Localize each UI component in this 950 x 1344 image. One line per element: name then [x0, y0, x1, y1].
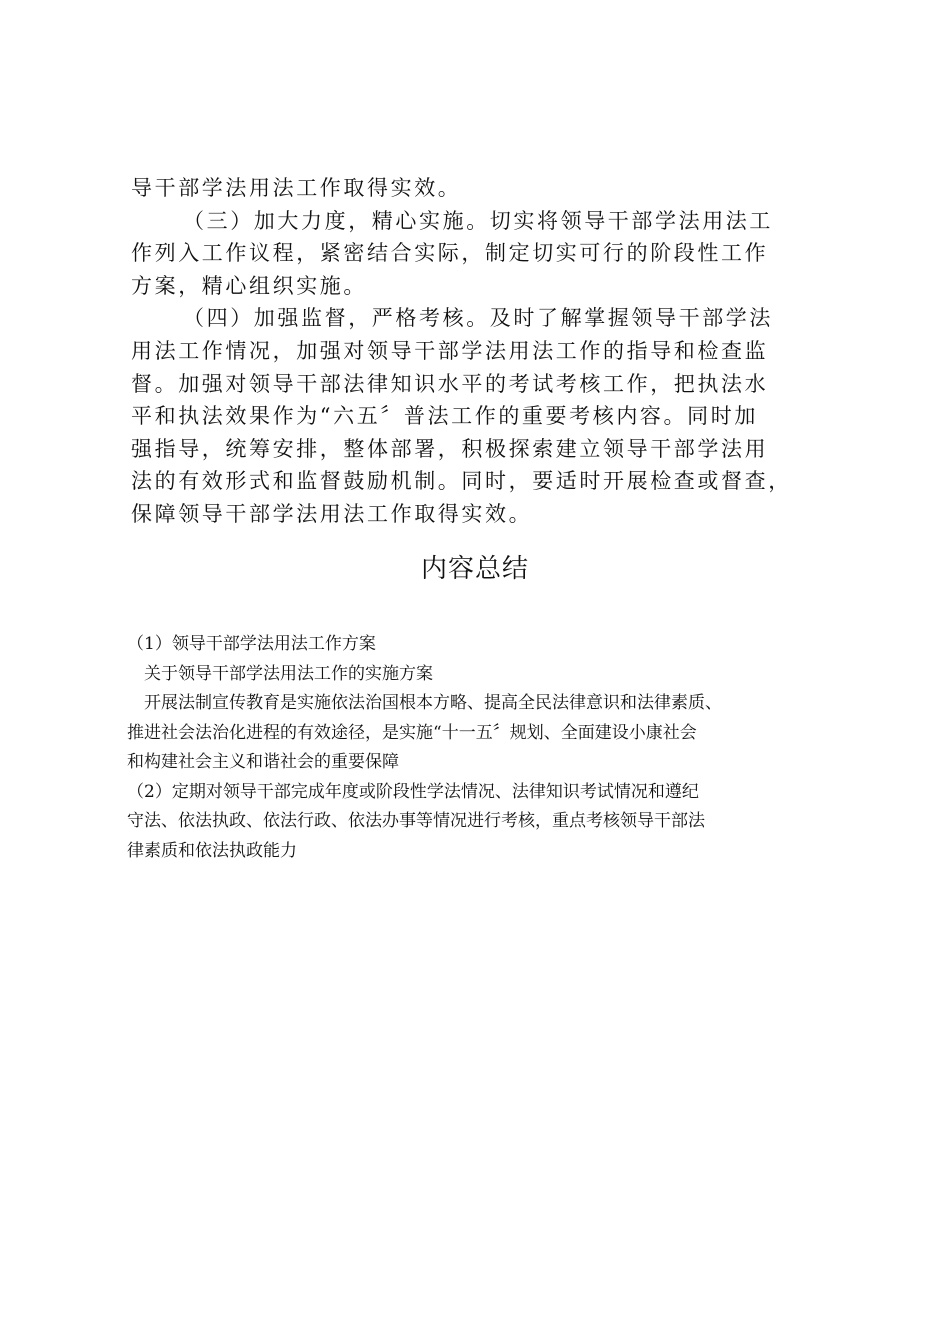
summary-section	[127, 630, 847, 866]
summary-line: 推进社会法治化进程的有效途径，是实施“十一五〞规划、全面建设小康社会	[127, 722, 697, 743]
summary-line: 开展法制宣传教育是实施依法治国根本方略、提高全民法律意识和法律素质、	[144, 693, 722, 713]
body-line: （三）加大力度，精心实施。切实将领导干部学法用法工	[183, 208, 773, 233]
summary-line: （2）定期对领导干部完成年度或阶段性学法情况、法律知识考试情况和遵纪	[127, 781, 699, 802]
summary-line: 守法、依法执政、依法行政、依法办事等情况进行考核，重点考核领导干部法	[127, 811, 705, 831]
summary-title: 内容总结	[420, 554, 529, 584]
body-line: 用法工作情况，加强对领导干部学法用法工作的指导和检查监	[131, 338, 769, 363]
body-line: 作列入工作议程，紧密结合实际，制定切实可行的阶段性工作	[131, 241, 769, 266]
body-line: 保障领导干部学法用法工作取得实效。	[131, 501, 533, 526]
body-text	[131, 172, 831, 531]
body-line: 平和执法效果作为“六五〞普法工作的重要考核内容。同时加	[131, 404, 758, 429]
summary-line: 关于领导干部学法用法工作的实施方案	[144, 663, 433, 684]
body-line: 导干部学法用法工作取得实效。	[131, 176, 462, 200]
body-line: 督。加强对领导干部法律知识水平的考试考核工作，把执法水	[131, 371, 769, 396]
body-line: 强指导，统筹安排，整体部署，积极探索建立领导干部学法用	[131, 436, 769, 461]
body-line: 方案，精心组织实施。	[131, 273, 367, 298]
summary-line: 律素质和依法执政能力	[127, 840, 297, 861]
body-line: （四）加强监督，严格考核。及时了解掌握领导干部学法	[183, 306, 773, 331]
body-line: 法的有效形式和监督鼓励机制。同时，要适时开展检查或督查，	[131, 469, 792, 494]
summary-line: （1）领导干部学法用法工作方案	[127, 634, 376, 654]
summary-line: 和构建社会主义和谐社会的重要保障	[127, 752, 399, 772]
